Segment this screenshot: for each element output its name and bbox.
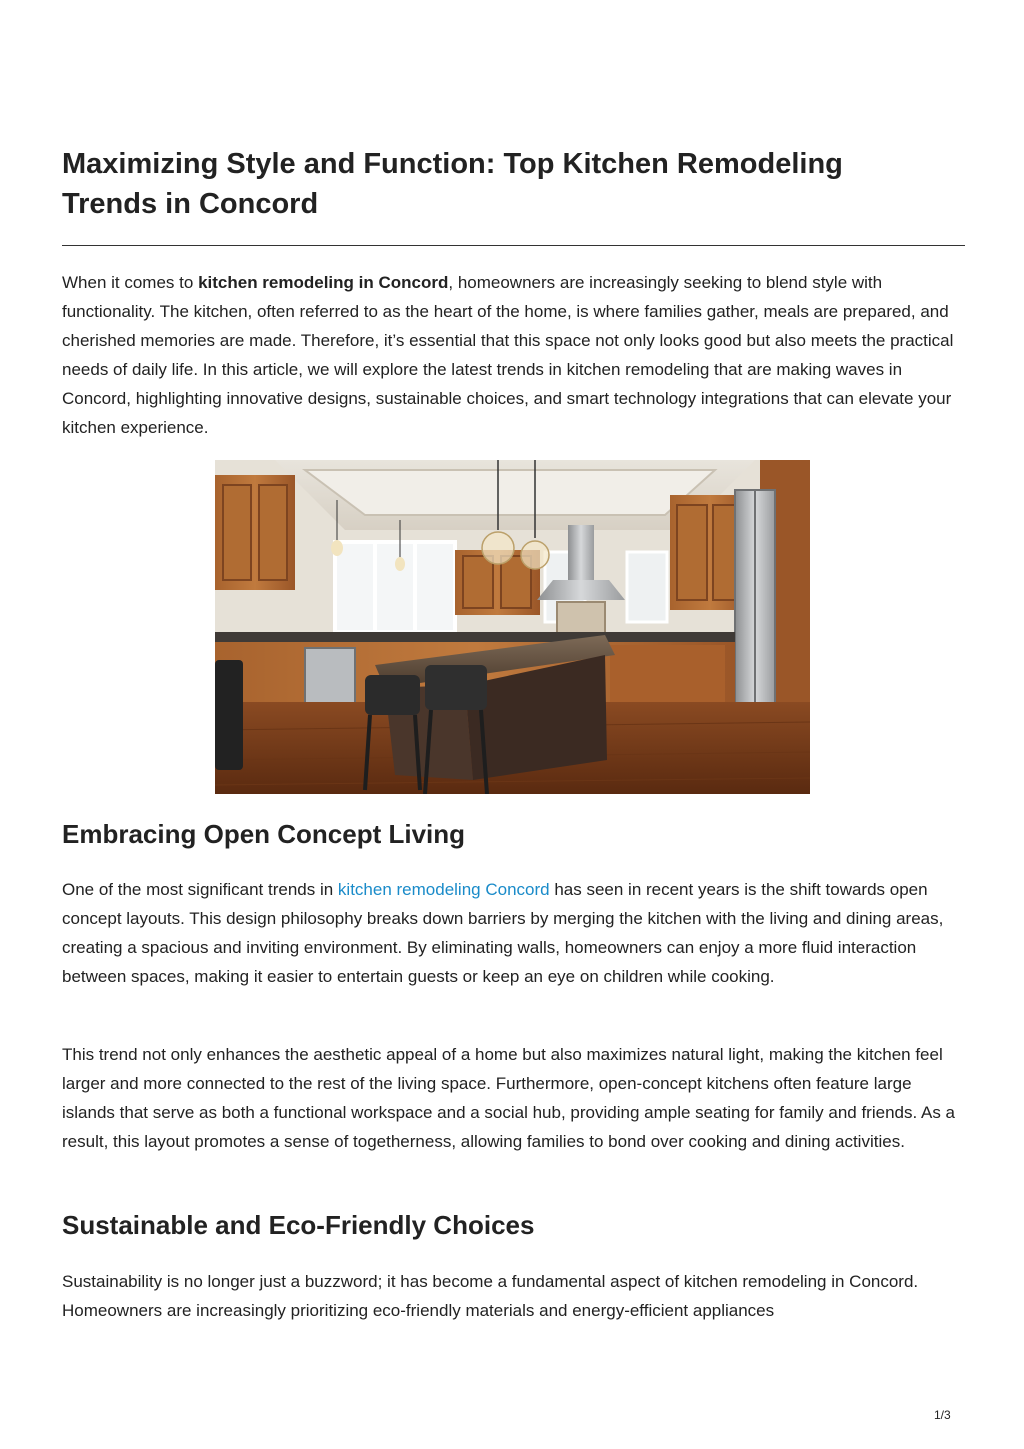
intro-text-after: , homeowners are increasingly seeking to blend style with functionality. The kitchen, often referred to as the heart of the home, is where families gather, meals are prepared, and cherished memories are made. Therefore, it’s essential that this space not only looks good but also meets the practical needs of daily life. In this article, we will explore the latest trends in kitchen remodeling that are making waves in Concord, highlighting innovative designs, sustainable choices, and smart technology integrations that can elevate your kitchen experience. bbox=[62, 273, 954, 437]
section-heading-sustainable: Sustainable and Eco-Friendly Choices bbox=[62, 1210, 535, 1240]
open-concept-paragraph-2: This trend not only enhances the aesthetic appeal of a home but also maximizes natural light, making the kitchen feel larger and more connected to the rest of the living space. Furthermore, open-concept kitchens often feature large islands that serve as both a functional workspace and a social hub, providing ample seating for family and friends. As a result, this layout promotes a sense of togetherness, allowing families to bond over cooking and dining activities. bbox=[62, 1045, 956, 1151]
kitchen-remodeling-concord-link[interactable]: kitchen remodeling Concord bbox=[337, 880, 550, 899]
intro-bold-keyword: kitchen remodeling in Concord bbox=[198, 273, 449, 292]
title-divider bbox=[62, 245, 965, 246]
page-number: 1/3 bbox=[934, 1408, 951, 1422]
open-concept-paragraph-1 bbox=[62, 875, 965, 991]
open-concept-text-after: has seen in recent years is the shift towards open concept layouts. This design philosophy breaks down barriers by merging the kitchen with the living and dining areas, creating a spacious and inviting environment. By eliminating walls, homeowners can enjoy a more fluid interaction between spaces, making it easier to entertain guests or keep an eye on children while cooking. bbox=[62, 880, 944, 986]
intro-paragraph bbox=[62, 268, 965, 442]
intro-text-before: When it comes to bbox=[62, 273, 199, 292]
kitchen-photo bbox=[215, 460, 810, 794]
article-title: Maximizing Style and Function: Top Kitchen Remodeling Trends in Concord bbox=[62, 148, 843, 220]
section-heading-open-concept: Embracing Open Concept Living bbox=[62, 819, 466, 849]
sustainable-paragraph-1: Sustainability is no longer just a buzzword; it has become a fundamental aspect of kitchen remodeling in Concord. Homeowners are increasingly prioritizing eco-friendly materials and energy-efficient appliances bbox=[62, 1272, 919, 1320]
open-concept-text-before: One of the most significant trends in bbox=[62, 880, 338, 899]
